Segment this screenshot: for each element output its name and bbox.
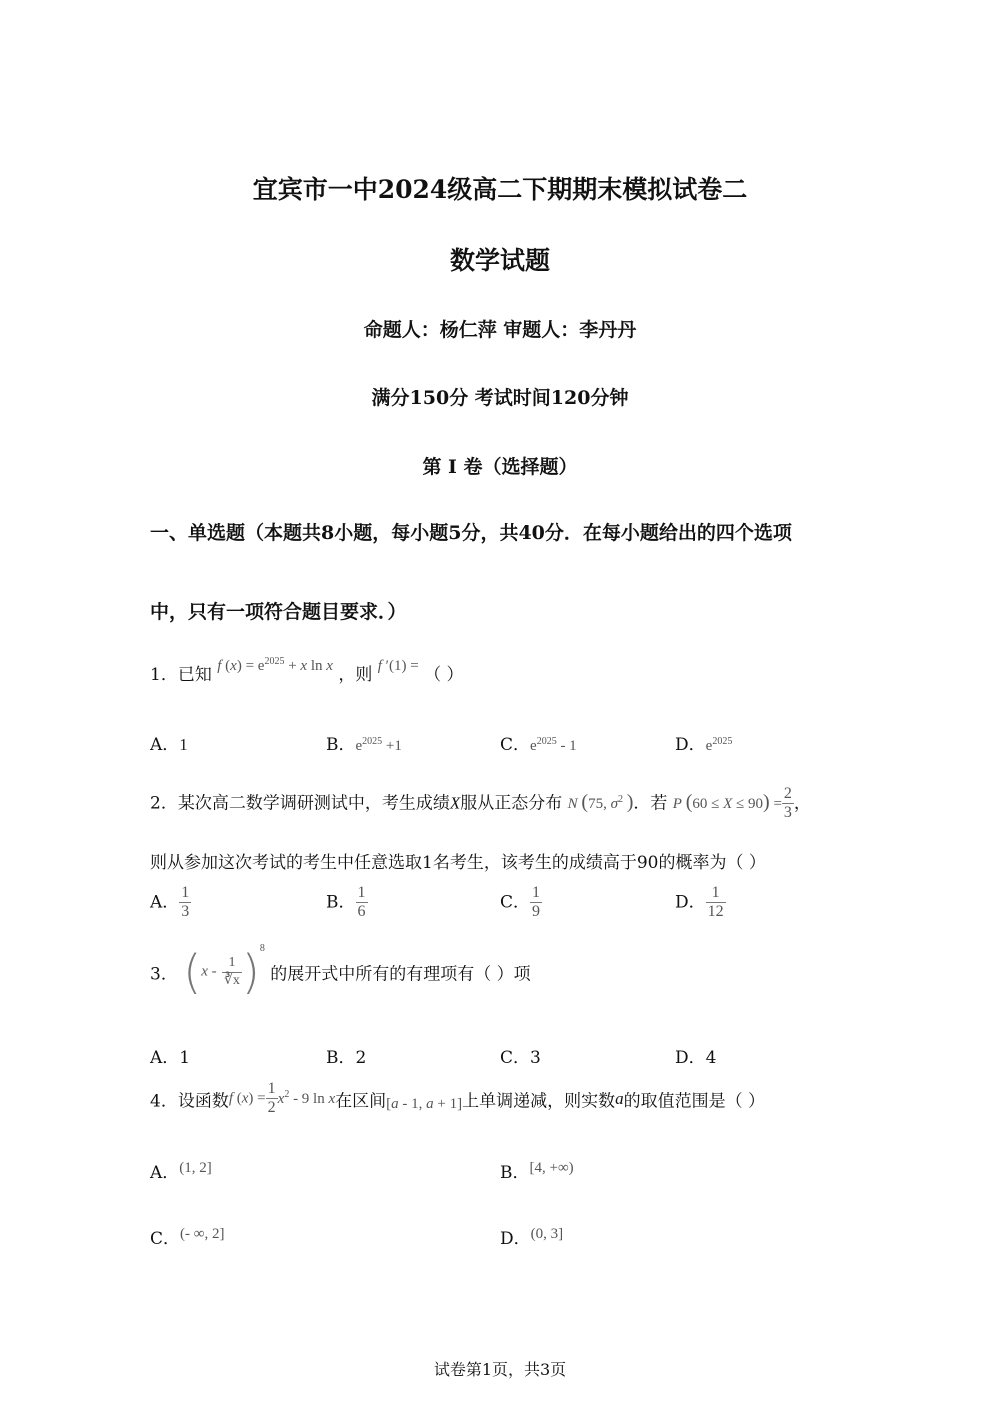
q2-option-c: C． $\frac{1}{9}$	[500, 884, 541, 921]
q2-prob-fraction: $\frac{2}{3}$	[783, 785, 792, 822]
question-1	[150, 656, 464, 685]
question-4: 4．设函数f (x) = $\frac{1}{2}$ $x^2 - 9$ ln x在区间[a - 1, a + 1]上单调递减，则实数a的取值范围是（ ）	[150, 1080, 766, 1117]
question-2-line2: 则从参加这次考试的考生中任意选取1名考生，该考生的成绩高于90的概率为（ ）	[150, 853, 766, 873]
section-heading-line1: 一、单选题（本题共8小题，每小题5分，共40分．在每小题给出的四个选项	[150, 522, 792, 544]
q1-option-c: C．$e^{2025} - 1$	[500, 735, 577, 755]
q1-mid: ，则	[338, 665, 373, 685]
page-footer: 试卷第1页，共3页	[433, 1360, 567, 1379]
question-2: 2．某次高二数学调研测试中，考生成绩X服从正态分布 N (75, $\sigma^2$ )．若 P (60 ≤ X ≤ 90) = $\frac{2}{3}$ ，	[150, 785, 811, 822]
q4-option-d: D．(0, 3]	[500, 1226, 564, 1249]
q1-expression: f $(x) = e^{2025} + x$ ln x	[217, 656, 333, 674]
q1-option-d: D．$e^{2025}$	[675, 735, 733, 755]
q2-probability: P (60 ≤ X ≤ 90) =	[672, 791, 782, 814]
question-3: 3． (x - $\frac{1}{∛x}$ )$^8$ 的展开式中所有的有理项有（ ）项	[150, 942, 531, 999]
q2-option-a: A． $\frac{1}{3}$	[150, 884, 190, 921]
part-title: 第 I 卷（选择题）	[422, 456, 578, 478]
subject-title: 数学试题	[449, 246, 550, 275]
q2-option-d: D． $\frac{1}{12}$	[675, 884, 724, 921]
q4-option-a: A．(1, 2]	[150, 1160, 212, 1183]
q3-option-b: B．2	[326, 1048, 367, 1068]
q4-option-c: C．(- ∞, 2]	[150, 1226, 225, 1249]
q4-option-b: B．[4, +∞)	[500, 1160, 574, 1183]
q3-option-a: A．1	[150, 1048, 191, 1068]
authors-line: 命题人：杨仁萍 审题人：李丹丹	[363, 319, 637, 341]
q2-option-b: B． $\frac{1}{6}$	[326, 884, 366, 921]
score-time-line: 满分150分 考试时间120分钟	[371, 387, 629, 409]
exam-title: 宜宾市一中2024级高二下期期末模拟试卷二	[252, 175, 748, 204]
q2-distribution: N (75, $\sigma^2$ )	[567, 791, 634, 814]
q1-expression2: f ′(1) =	[377, 658, 419, 674]
q3-option-d: D．4	[675, 1048, 717, 1068]
q4-half-fraction: $\frac{1}{2}$	[267, 1080, 276, 1117]
q1-tail: （ ）	[424, 665, 464, 685]
section-heading-line2: 中，只有一项符合题目要求．）	[150, 601, 407, 623]
q3-fraction: $\frac{1}{∛x}$	[224, 955, 240, 988]
q3-option-c: C．3	[500, 1048, 541, 1068]
q1-option-b: B．$e^{2025} +1$	[326, 735, 402, 755]
q1-option-a: A．1	[150, 735, 188, 755]
q1-prefix: 1．已知	[150, 665, 212, 685]
